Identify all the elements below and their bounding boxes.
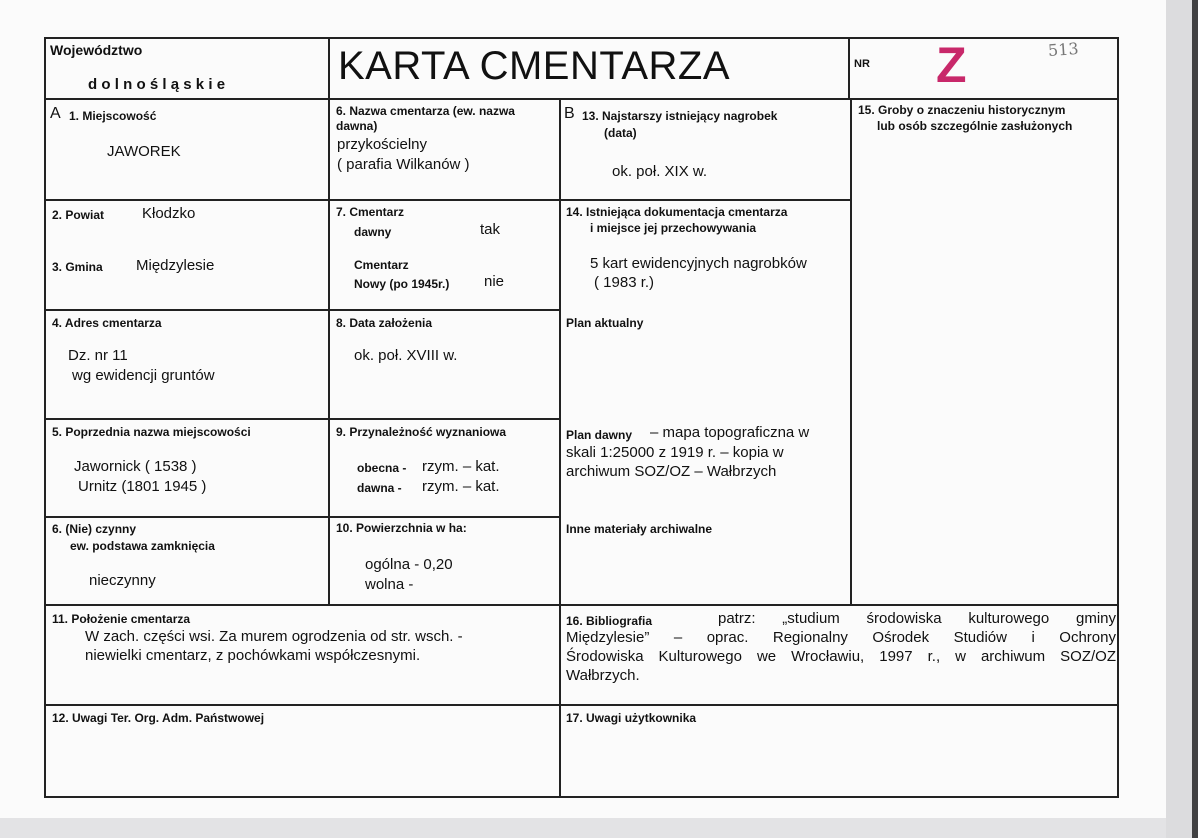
field-8-label: 8. Data założenia xyxy=(336,316,433,330)
card-title: KARTA CMENTARZA xyxy=(338,44,730,88)
rule-row1b xyxy=(559,199,851,201)
field-14-line2: ( 1983 r.) xyxy=(594,274,655,291)
plan-dawny-line2: skali 1:25000 z 1919 r. – kopia w xyxy=(566,444,784,461)
rule-row6 xyxy=(44,704,1119,706)
field-15-label-line2: lub osób szczególnie zasłużonych xyxy=(877,119,1073,133)
field-16-line4: Wałbrzych. xyxy=(566,667,640,684)
rule-col1 xyxy=(328,37,330,605)
plan-dawny-label: Plan dawny xyxy=(566,428,633,442)
field-11-line1: W zach. części wsi. Za murem ogrodzenia od str. wsch. - xyxy=(85,628,463,645)
rule-header-nr xyxy=(848,37,850,100)
field-6n-label-line1: 6. Nazwa cmentarza (ew. nazwa xyxy=(336,104,515,118)
nr-label: NR xyxy=(854,58,870,70)
rule-row5 xyxy=(44,604,1119,606)
rule-row3 xyxy=(44,418,560,420)
field-5-label: 5. Poprzednia nazwa miejscowości xyxy=(52,425,251,439)
field-7-label-line1: 7. Cmentarz xyxy=(336,205,405,219)
plan-dawny-line3: archiwum SOZ/OZ – Wałbrzych xyxy=(566,463,777,480)
field-14-label-line1: 14. Istniejąca dokumentacja cmentarza xyxy=(566,205,788,219)
voivodeship-label: Województwo xyxy=(50,42,143,58)
rule-row2 xyxy=(44,309,560,311)
field-14-label-line2: i miejsce jej przechowywania xyxy=(590,221,757,235)
field-7-dawny-value: tak xyxy=(480,221,501,238)
field-3-value: Międzylesie xyxy=(136,257,215,274)
field-7-label-line4: Nowy (po 1945r.) xyxy=(354,277,450,291)
field-13-label-line1: 13. Najstarszy istniejący nagrobek xyxy=(582,109,778,123)
voivodeship-value: dolnośląskie xyxy=(88,76,230,93)
rule-col3 xyxy=(850,98,852,605)
field-10-line1: ogólna - 0,20 xyxy=(365,556,453,573)
field-4-line1: Dz. nr 11 xyxy=(68,347,128,364)
field-16-line1: patrz: „studium środowiska kulturowego gminy xyxy=(718,610,1116,627)
scan-edge-bottom xyxy=(0,818,1166,838)
field-14-line1: 5 kart ewidencyjnych nagrobków xyxy=(590,255,807,272)
field-6n-line1: przykościelny xyxy=(337,136,428,153)
field-7-label-line2: dawny xyxy=(354,225,392,239)
field-5-line2: Urnitz (1801 1945 ) xyxy=(78,478,207,495)
field-6-label-line1: 6. (Nie) czynny xyxy=(52,522,137,536)
section-b-letter: B xyxy=(564,105,575,122)
field-6-label-line2: ew. podstawa zamknięcia xyxy=(70,539,215,553)
field-2-label: 2. Powiat xyxy=(52,208,105,222)
field-10-label: 10. Powierzchnia w ha: xyxy=(336,521,467,535)
field-9-obecna-label: obecna - xyxy=(357,461,407,475)
field-9-dawna-label: dawna - xyxy=(357,481,402,495)
rule-row4 xyxy=(44,516,560,518)
plan-aktualny-label: Plan aktualny xyxy=(566,316,644,330)
field-1-value: JAWOREK xyxy=(107,143,181,160)
rule-row1 xyxy=(44,199,560,201)
inne-materialy-label: Inne materiały archiwalne xyxy=(566,522,713,536)
field-16-line3: Środowiska Kulturowego we Wrocławiu, 1997 r., w archiwum SOZ/OZ xyxy=(566,648,1116,665)
field-11-label: 11. Położenie cmentarza xyxy=(52,612,191,626)
field-3-label: 3. Gmina xyxy=(52,260,103,274)
scan-edge-shadow xyxy=(1192,0,1198,838)
field-9-label: 9. Przynależność wyznaniowa xyxy=(336,425,507,439)
field-6n-line2: ( parafia Wilkanów ) xyxy=(337,156,470,173)
field-9-obecna-value: rzym. – kat. xyxy=(422,458,500,475)
nr-handwritten: 513 xyxy=(1047,38,1080,61)
nr-stamp-mark: Z xyxy=(936,37,967,93)
rule-col2 xyxy=(559,98,561,798)
field-10-line2: wolna - xyxy=(365,576,414,593)
field-17-label: 17. Uwagi użytkownika xyxy=(566,711,697,725)
section-a-letter: A xyxy=(50,105,61,122)
field-11-line2: niewielki cmentarz, z pochówkami współczesnymi. xyxy=(85,647,421,664)
field-15-label-line1: 15. Groby o znaczeniu historycznym xyxy=(858,103,1066,117)
field-8-value: ok. poł. XVIII w. xyxy=(354,347,458,364)
plan-dawny-line1: – mapa topograficzna w xyxy=(650,424,810,441)
field-4-line2: wg ewidencji gruntów xyxy=(72,367,215,384)
field-12-label: 12. Uwagi Ter. Org. Adm. Państwowej xyxy=(52,711,265,725)
field-7-label-line3: Cmentarz xyxy=(354,258,409,272)
field-5-line1: Jawornick ( 1538 ) xyxy=(74,458,197,475)
field-4-label: 4. Adres cmentarza xyxy=(52,316,162,330)
field-2-value: Kłodzko xyxy=(142,205,196,222)
field-1-label: 1. Miejscowość xyxy=(69,109,157,123)
field-6n-label-line2: dawna) xyxy=(336,119,378,133)
field-6-value: nieczynny xyxy=(89,572,156,589)
field-16-line2: Międzylesie” – oprac. Regionalny Ośrodek Studiów i Ochrony xyxy=(566,629,1116,646)
field-13-value: ok. poł. XIX w. xyxy=(612,163,708,180)
rule-header xyxy=(44,98,1119,100)
field-13-label-line2: (data) xyxy=(604,126,637,140)
field-16-label: 16. Bibliografia xyxy=(566,614,653,628)
field-9-dawna-value: rzym. – kat. xyxy=(422,478,500,495)
field-7-nowy-value: nie xyxy=(484,273,505,290)
